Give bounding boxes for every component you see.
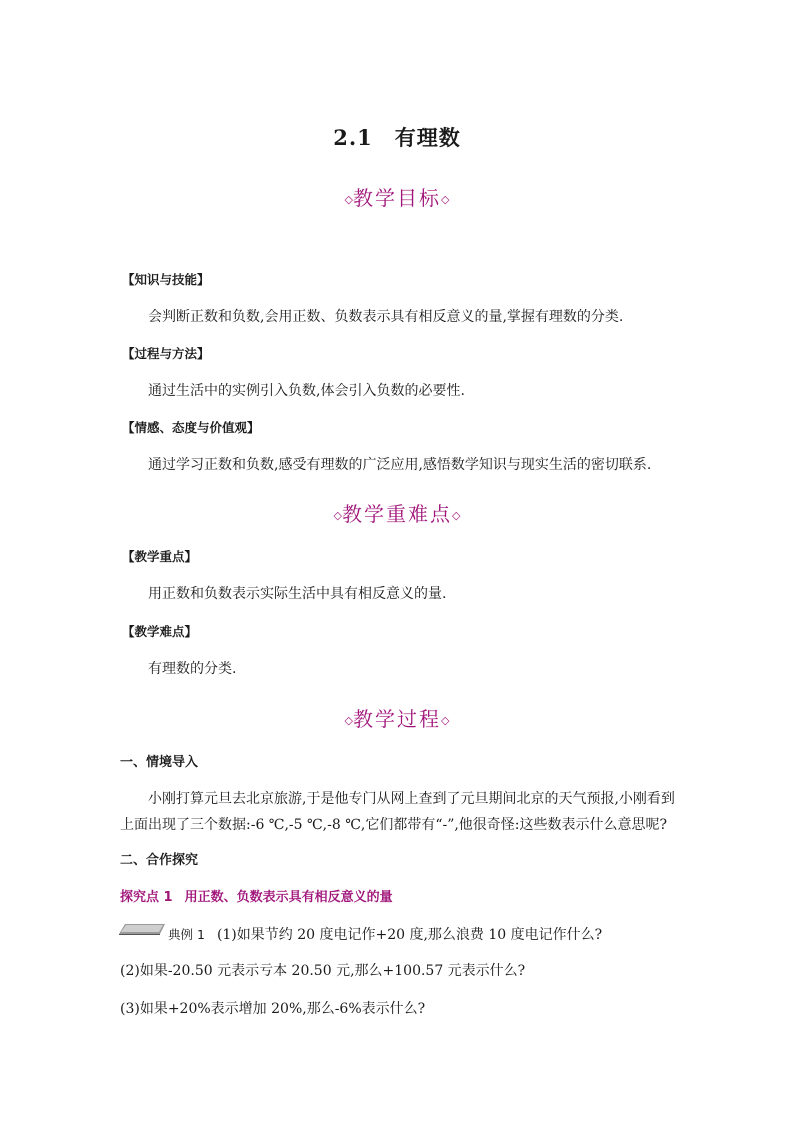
explore-point-heading [120, 886, 393, 905]
difficulty-text: 有理数的分类. [148, 661, 237, 677]
process-method-text: 通过生活中的实例引入负数,体会引入负数的必要性. [148, 383, 465, 399]
diamond-icon: ◇ [344, 714, 353, 727]
section-title: 教学目标 [353, 186, 441, 210]
example-marker-icon [119, 921, 165, 935]
diamond-icon: ◇ [441, 714, 450, 727]
explore-point-label: 探究点 1 [120, 890, 173, 905]
page-title [0, 122, 794, 152]
difficulty-label: 【教学难点】 [122, 624, 198, 639]
emotion-label: 【情感、态度与价值观】 [122, 420, 260, 435]
diamond-icon: ◇ [333, 509, 342, 522]
section-heading-process [0, 703, 794, 732]
process-method-label: 【过程与方法】 [122, 346, 210, 361]
section-heading-key-points [0, 498, 794, 527]
example-question-3: (3)如果+20%表示增加 20%,那么-6%表示什么? [120, 1001, 426, 1017]
intro-line-2: 上面出现了三个数据:-6 ℃,-5 ℃,-8 ℃,它们都带有“-”,他很奇怪:这些数表示什么意思呢? [120, 817, 668, 833]
example-question-1: (1)如果节约 20 度电记作+20 度,那么浪费 10 度电记作什么? [216, 927, 603, 943]
explore-point-text: 用正数、负数表示具有相反意义的量 [184, 890, 393, 905]
example-1-line [168, 924, 602, 944]
example-question-2: (2)如果-20.50 元表示亏本 20.50 元,那么+100.57 元表示什么? [120, 963, 526, 979]
focus-text: 用正数和负数表示实际生活中具有相反意义的量. [148, 586, 447, 602]
diamond-icon: ◇ [452, 509, 461, 522]
knowledge-label: 【知识与技能】 [122, 272, 210, 287]
section-heading-objectives [0, 182, 794, 211]
intro-line-1: 小刚打算元旦去北京旅游,于是他专门从网上查到了元旦期间北京的天气预报,小刚看到 [148, 791, 675, 807]
intro-heading: 一、情境导入 [120, 755, 199, 770]
section-title: 教学重难点 [342, 502, 452, 526]
emotion-text: 通过学习正数和负数,感受有理数的广泛应用,感悟数学知识与现实生活的密切联系. [148, 457, 652, 473]
example-label: 典例 1 [168, 927, 205, 942]
explore-heading: 二、合作探究 [120, 853, 199, 868]
diamond-icon: ◇ [344, 193, 353, 206]
focus-label: 【教学重点】 [122, 549, 198, 564]
section-title: 教学过程 [353, 707, 441, 731]
title-text: 有理数 [394, 125, 461, 150]
diamond-icon: ◇ [441, 193, 450, 206]
knowledge-text: 会判断正数和负数,会用正数、负数表示具有相反意义的量,掌握有理数的分类. [148, 309, 624, 325]
title-number: 2.1 [333, 125, 373, 150]
